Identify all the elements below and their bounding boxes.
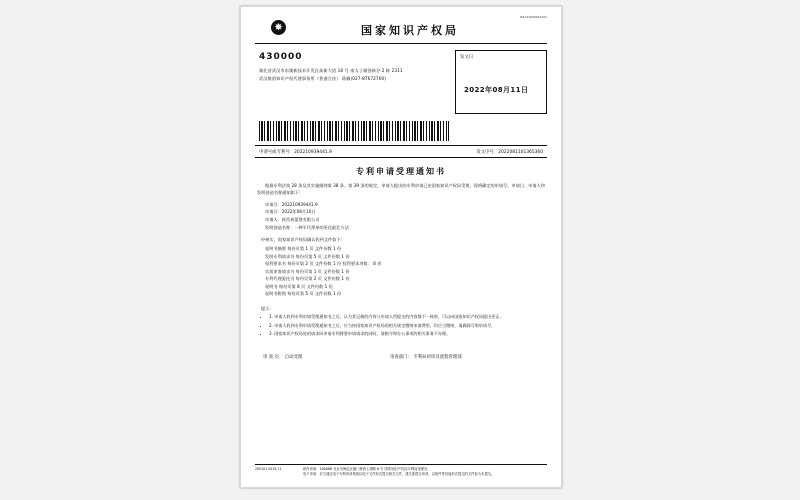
tips-list <box>269 314 541 338</box>
intro-paragraph: 根据专利法第 28 条及其实施细则第 38 条、第 39 条的规定，申请人提出的专利申请已由国家知识产权局受理。现将确定的申请号、申请日、申请人和发明创造名称通知如下： <box>257 183 545 195</box>
received-item: 实质审查请求书 每份页第 1 页 文件份数 1 份 <box>265 268 350 274</box>
field-invention-title: 发明创造名称：一种半代焊单的更化取壮方法 <box>265 224 349 230</box>
tip-item: • 3. 国家知识产权局处的请求同申请专利将要申请请求的同时，请指令和办公事项的相关事务不办理。 <box>269 331 541 338</box>
dispatch-number <box>476 149 543 155</box>
field-application-number: 申请号：202210939441.9 <box>265 201 318 207</box>
field-application-date: 申请日：2022年08月10日 <box>265 209 316 215</box>
department-value: 专利局初审及流程管理部 <box>413 354 462 360</box>
signature-row <box>255 354 547 360</box>
dispatch-date-box <box>455 50 547 114</box>
examiner-label: 审 查 员： <box>263 354 284 360</box>
address-line-2: 武汉维盾知识产权代理事务所（普通合伙） 蒋楠(027-87672700) <box>259 75 386 81</box>
document-page <box>240 6 562 488</box>
received-item: 发明专利请求书 每份页第 5 页 文件份数 1 份 <box>265 253 350 259</box>
application-number-value: 202210939441.9 <box>294 149 332 155</box>
address-block <box>255 50 455 114</box>
dispatch-date-value: 2022年08月11日 <box>464 86 529 94</box>
barcode-area <box>255 121 547 141</box>
received-item: 说明书摘要 每份页第 1 页 文件份数 1 份 <box>265 246 342 252</box>
footer-contact <box>303 467 547 477</box>
form-code: 200101 2019.11 <box>255 467 282 472</box>
tip-item: • 2. 申请人收到专利申请受理通知书之后，应当按国家知识产权局的相关规定缴纳申请费用，均应当缴纳，请确保写明申请号。 <box>269 323 541 330</box>
dispatch-date-label: 发文日 <box>460 55 474 60</box>
application-number <box>259 149 332 155</box>
examiner-value: 自动受理 <box>284 354 303 360</box>
footer-line-1: 纸件申请：100088 北京市海淀区蓟门桥西土城路 6 号 国家知识产权局专利局受理处 <box>303 467 428 472</box>
dispatch-number-label: 发文序号： <box>476 149 499 155</box>
barcode <box>259 121 449 141</box>
application-number-label: 申请号或专利号： <box>259 149 295 155</box>
corner-code: WX122009010101 <box>520 16 547 19</box>
document-title: 专利申请受理通知书 <box>356 167 446 176</box>
dispatch-number-value: 2022081101365360 <box>498 149 543 155</box>
footer-line-2: 电子申请：应当通过电子专利申请系统以电子文件形式提交相关文件，建关系提交申请，以纸件等其他形式提交的文件视为未提交。 <box>303 472 495 477</box>
received-item: 权利要求书 每份页第 2 页 文件份数 1 份 权利要求项数： 8 项 <box>265 261 382 267</box>
document-footer <box>255 464 547 477</box>
department-label: 审查部门： <box>389 354 412 360</box>
examiner-block <box>263 354 390 360</box>
identifier-row <box>255 145 547 158</box>
field-applicant: 申请人：陕西春蕾建有限公司 <box>265 216 320 222</box>
application-fields <box>255 201 547 231</box>
department-block <box>390 354 539 360</box>
postal-code: 430000 <box>259 52 303 62</box>
tip-item: • 1. 申请人收到专利申请受理通知书之后，认为其记载的内容与申请人所提交的内容都不一致时，可以向国家知识产权局提出更正。 <box>269 314 541 321</box>
received-item: 专利代理委托书 每份页第 2 页 文件份数 1 份 <box>265 276 350 282</box>
national-emblem-icon: ✵ <box>271 20 286 35</box>
tips-title: 提示： <box>261 306 274 312</box>
received-documents-list <box>255 245 547 298</box>
received-item: 说明书 每份页第 8 页 文件份数 1 份 <box>265 283 333 289</box>
issuing-authority-title: 国家知识产权局 <box>361 24 459 37</box>
document-header <box>255 17 547 44</box>
received-item: 说明书附图 每份页第 5 页 文件份数 1 份 <box>265 291 342 297</box>
address-line-1: 湖北省武汉市东湖新技术开发区高新大道 18 号 南太子湖创新谷 2 栋 2311 <box>259 68 403 73</box>
received-documents-title: 经核实，国家知识产权局确认收到文件如下： <box>261 237 345 243</box>
address-and-date <box>255 50 547 114</box>
document-inner <box>255 17 547 479</box>
